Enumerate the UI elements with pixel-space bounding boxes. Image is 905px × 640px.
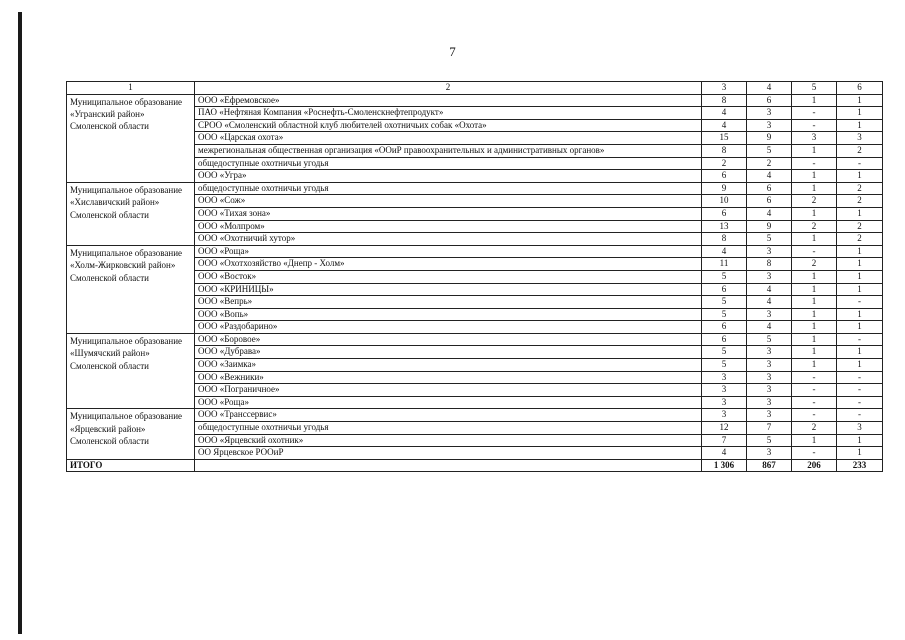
- value-cell: 1: [837, 434, 883, 447]
- value-cell: 1: [837, 359, 883, 372]
- value-cell: 2: [792, 422, 837, 435]
- table-row: [67, 409, 883, 422]
- value-cell: 3: [747, 371, 792, 384]
- value-cell: -: [792, 447, 837, 460]
- header-row: [67, 82, 883, 95]
- total-cell: 233: [837, 459, 883, 472]
- value-cell: -: [837, 396, 883, 409]
- value-cell: 1: [837, 170, 883, 183]
- value-cell: 1: [792, 144, 837, 157]
- value-cell: 8: [747, 258, 792, 271]
- organization-cell: СРОО «Смоленский областной клуб любителей охотничьих собак «Охота»: [195, 119, 702, 132]
- value-cell: 4: [702, 119, 747, 132]
- value-cell: 2: [792, 195, 837, 208]
- value-cell: -: [837, 371, 883, 384]
- value-cell: 3: [747, 384, 792, 397]
- value-cell: 2: [792, 258, 837, 271]
- value-cell: 3: [747, 270, 792, 283]
- value-cell: 5: [702, 346, 747, 359]
- value-cell: 1: [792, 333, 837, 346]
- value-cell: 8: [702, 144, 747, 157]
- value-cell: 4: [747, 283, 792, 296]
- value-cell: 1: [792, 359, 837, 372]
- value-cell: 1: [837, 283, 883, 296]
- total-cell: 1 306: [702, 459, 747, 472]
- value-cell: 3: [837, 132, 883, 145]
- organization-cell: общедоступные охотничьи угодья: [195, 422, 702, 435]
- value-cell: 1: [792, 207, 837, 220]
- value-cell: 1: [792, 321, 837, 334]
- value-cell: 4: [747, 207, 792, 220]
- value-cell: 8: [702, 94, 747, 107]
- value-cell: -: [792, 409, 837, 422]
- value-cell: -: [837, 333, 883, 346]
- value-cell: 7: [702, 434, 747, 447]
- organization-cell: ООО «Заимка»: [195, 359, 702, 372]
- hunting-grounds-table: [66, 81, 883, 472]
- value-cell: 4: [702, 245, 747, 258]
- value-cell: 1: [792, 346, 837, 359]
- value-cell: -: [837, 409, 883, 422]
- value-cell: 4: [747, 170, 792, 183]
- value-cell: 6: [702, 321, 747, 334]
- value-cell: 3: [747, 447, 792, 460]
- value-cell: 1: [792, 270, 837, 283]
- organization-cell: ООО «Вежники»: [195, 371, 702, 384]
- municipality-cell: Муниципальное образование «Шумячский район» Смоленской области: [67, 333, 195, 409]
- organization-cell: ООО «Роща»: [195, 396, 702, 409]
- organization-cell: общедоступные охотничьи угодья: [195, 182, 702, 195]
- organization-cell: ООО «Вопь»: [195, 308, 702, 321]
- value-cell: 1: [792, 308, 837, 321]
- organization-cell: ООО «Ефремовское»: [195, 94, 702, 107]
- value-cell: 3: [792, 132, 837, 145]
- value-cell: 6: [702, 170, 747, 183]
- value-cell: 2: [837, 182, 883, 195]
- table-row: [67, 245, 883, 258]
- value-cell: 6: [747, 195, 792, 208]
- value-cell: 2: [702, 157, 747, 170]
- value-cell: 1: [837, 346, 883, 359]
- value-cell: 8: [702, 233, 747, 246]
- organization-cell: ООО «Роща»: [195, 245, 702, 258]
- value-cell: -: [792, 119, 837, 132]
- organization-cell: ПАО «Нефтяная Компания «Роснефть-Смоленскнефтепродукт»: [195, 107, 702, 120]
- value-cell: 1: [792, 233, 837, 246]
- value-cell: 1: [837, 207, 883, 220]
- value-cell: 1: [792, 434, 837, 447]
- table-body: [67, 82, 883, 472]
- table-row: [67, 333, 883, 346]
- organization-cell: ООО «Ярцевский охотник»: [195, 434, 702, 447]
- value-cell: -: [792, 157, 837, 170]
- value-cell: 1: [792, 170, 837, 183]
- value-cell: 3: [702, 396, 747, 409]
- organization-cell: ООО «Молпром»: [195, 220, 702, 233]
- municipality-cell: Муниципальное образование «Ярцевский район» Смоленской области: [67, 409, 195, 459]
- value-cell: 9: [747, 220, 792, 233]
- table-row: [67, 182, 883, 195]
- header-cell: 5: [792, 82, 837, 95]
- value-cell: 3: [747, 409, 792, 422]
- organization-cell: ООО «Раздобарино»: [195, 321, 702, 334]
- value-cell: 5: [747, 434, 792, 447]
- value-cell: 1: [792, 182, 837, 195]
- total-cell: [195, 459, 702, 472]
- municipality-cell: Муниципальное образование «Хиславичский район» Смоленской области: [67, 182, 195, 245]
- value-cell: -: [837, 157, 883, 170]
- value-cell: -: [837, 296, 883, 309]
- organization-cell: ООО «Пограничное»: [195, 384, 702, 397]
- value-cell: 13: [702, 220, 747, 233]
- value-cell: 15: [702, 132, 747, 145]
- value-cell: 3: [747, 245, 792, 258]
- value-cell: 2: [837, 144, 883, 157]
- value-cell: 2: [837, 220, 883, 233]
- value-cell: 3: [747, 119, 792, 132]
- value-cell: -: [792, 396, 837, 409]
- value-cell: 3: [747, 396, 792, 409]
- header-cell: 3: [702, 82, 747, 95]
- value-cell: 1: [837, 270, 883, 283]
- municipality-cell: Муниципальное образование «Холм-Жирковский район» Смоленской области: [67, 245, 195, 333]
- value-cell: 4: [702, 107, 747, 120]
- value-cell: 2: [837, 195, 883, 208]
- organization-cell: ООО «Сож»: [195, 195, 702, 208]
- value-cell: 1: [792, 283, 837, 296]
- organization-cell: ООО «Дубрава»: [195, 346, 702, 359]
- value-cell: 1: [837, 308, 883, 321]
- value-cell: 1: [837, 107, 883, 120]
- value-cell: 5: [747, 233, 792, 246]
- value-cell: 3: [747, 308, 792, 321]
- organization-cell: ООО «Угра»: [195, 170, 702, 183]
- value-cell: 4: [747, 321, 792, 334]
- organization-cell: межрегиональная общественная организация «ООиР правоохранительных и административных органов»: [195, 144, 702, 157]
- municipality-cell: Муниципальное образование «Угранский район» Смоленской области: [67, 94, 195, 182]
- organization-cell: ООО «Вепрь»: [195, 296, 702, 309]
- value-cell: -: [792, 245, 837, 258]
- organization-cell: ООО «Охотхозяйство «Днепр - Холм»: [195, 258, 702, 271]
- value-cell: 3: [702, 409, 747, 422]
- organization-cell: ООО «Восток»: [195, 270, 702, 283]
- header-cell: 4: [747, 82, 792, 95]
- value-cell: 1: [837, 245, 883, 258]
- total-label: ИТОГО: [67, 459, 195, 472]
- value-cell: 3: [747, 107, 792, 120]
- value-cell: 6: [702, 333, 747, 346]
- value-cell: 1: [837, 321, 883, 334]
- total-row: [67, 459, 883, 472]
- value-cell: 3: [702, 384, 747, 397]
- value-cell: -: [792, 107, 837, 120]
- page-number: 7: [449, 44, 456, 59]
- total-cell: 206: [792, 459, 837, 472]
- value-cell: -: [792, 371, 837, 384]
- organization-cell: ООО «Царская охота»: [195, 132, 702, 145]
- organization-cell: ООО «Тихая зона»: [195, 207, 702, 220]
- value-cell: -: [792, 384, 837, 397]
- value-cell: 1: [792, 94, 837, 107]
- value-cell: 9: [747, 132, 792, 145]
- value-cell: 5: [702, 308, 747, 321]
- organization-cell: ООО «Боровое»: [195, 333, 702, 346]
- value-cell: 6: [702, 207, 747, 220]
- value-cell: 6: [702, 283, 747, 296]
- value-cell: 12: [702, 422, 747, 435]
- value-cell: 3: [702, 371, 747, 384]
- value-cell: 5: [747, 333, 792, 346]
- table-row: [67, 94, 883, 107]
- header-cell: 1: [67, 82, 195, 95]
- value-cell: 5: [702, 296, 747, 309]
- value-cell: 1: [837, 447, 883, 460]
- header-cell: 6: [837, 82, 883, 95]
- value-cell: 4: [747, 296, 792, 309]
- organization-cell: общедоступные охотничьи угодья: [195, 157, 702, 170]
- value-cell: 5: [702, 270, 747, 283]
- header-cell: 2: [195, 82, 702, 95]
- value-cell: 2: [747, 157, 792, 170]
- value-cell: 3: [837, 422, 883, 435]
- value-cell: 7: [747, 422, 792, 435]
- value-cell: 1: [837, 119, 883, 132]
- value-cell: 9: [702, 182, 747, 195]
- total-cell: 867: [747, 459, 792, 472]
- value-cell: 1: [792, 296, 837, 309]
- binding-bar: [18, 12, 22, 634]
- value-cell: 2: [837, 233, 883, 246]
- value-cell: 2: [792, 220, 837, 233]
- value-cell: -: [837, 384, 883, 397]
- organization-cell: ООО «Охотничий хутор»: [195, 233, 702, 246]
- value-cell: 10: [702, 195, 747, 208]
- value-cell: 6: [747, 182, 792, 195]
- value-cell: 11: [702, 258, 747, 271]
- value-cell: 3: [747, 359, 792, 372]
- value-cell: 5: [747, 144, 792, 157]
- value-cell: 1: [837, 94, 883, 107]
- value-cell: 3: [747, 346, 792, 359]
- organization-cell: ОО Ярцевское РООиР: [195, 447, 702, 460]
- value-cell: 1: [837, 258, 883, 271]
- value-cell: 5: [702, 359, 747, 372]
- value-cell: 4: [702, 447, 747, 460]
- organization-cell: ООО «КРИНИЦЫ»: [195, 283, 702, 296]
- organization-cell: ООО «Транссервис»: [195, 409, 702, 422]
- value-cell: 6: [747, 94, 792, 107]
